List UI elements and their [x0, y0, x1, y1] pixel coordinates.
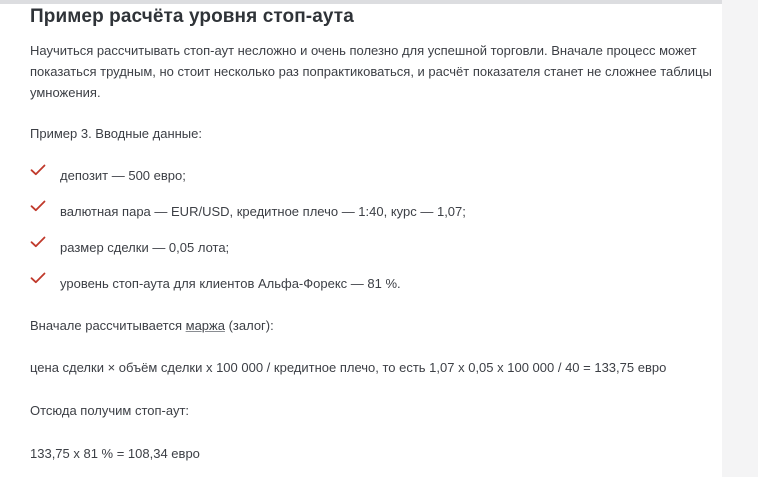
- formula-paragraph: цена сделки × объём сделки х 100 000 / кредитное плечо, то есть 1,07 х 0,05 х 100 000 / 40 = 133,75 евро: [30, 360, 667, 375]
- check-icon: [30, 164, 46, 176]
- list-item-text: депозит — 500 евро;: [60, 168, 186, 183]
- list-item: [30, 268, 720, 304]
- check-icon: [30, 236, 46, 248]
- list-item: [30, 160, 720, 196]
- list-item: [30, 232, 720, 268]
- margin-text-before: Вначале рассчитывается: [30, 318, 186, 333]
- check-icon: [30, 272, 46, 284]
- top-divider-bar: [0, 0, 722, 4]
- list-item-text: валютная пара — EUR/USD, кредитное плечо — 1:40, курс — 1,07;: [60, 204, 466, 219]
- result-paragraph: 133,75 х 81 % = 108,34 евро: [30, 446, 200, 461]
- result-title: Отсюда получим стоп-аут:: [30, 403, 190, 418]
- check-icon: [30, 200, 46, 212]
- example-title: Пример 3. Вводные данные:: [30, 126, 202, 141]
- right-gutter: [722, 0, 758, 477]
- list-item-text: уровень стоп-аута для клиентов Альфа-Форекс — 81 %.: [60, 276, 401, 291]
- article-title: Пример расчёта уровня стоп-аута: [30, 6, 354, 27]
- margin-text-after: (залог):: [224, 318, 274, 333]
- list-item: [30, 196, 720, 232]
- list-item-text: размер сделки — 0,05 лота;: [60, 240, 230, 255]
- margin-link[interactable]: маржа: [185, 318, 225, 333]
- input-data-list: [30, 160, 720, 304]
- intro-paragraph: Научиться рассчитывать стоп-аут несложно и очень полезно для успешной торговли. Вначале процесс может показаться трудным, но стоит несколько раз попрактиковаться, и расчёт показателя станет не сложнее таблицы умножения.: [30, 43, 712, 100]
- margin-paragraph: [30, 315, 274, 336]
